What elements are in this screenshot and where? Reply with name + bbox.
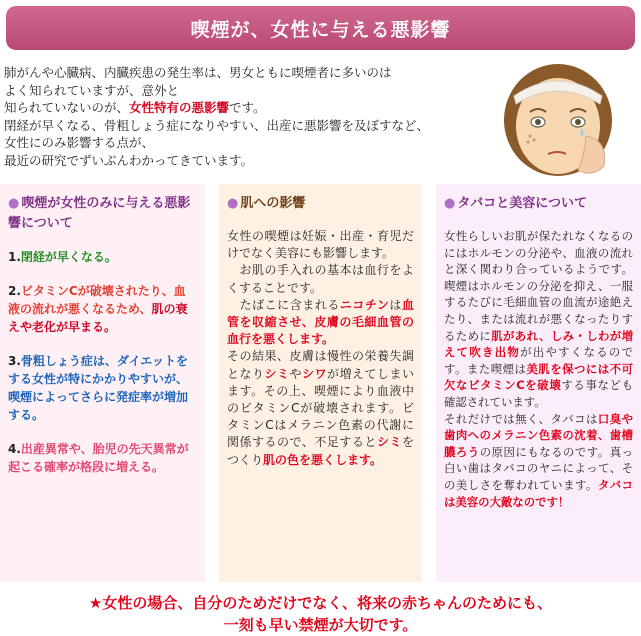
- item-text: ビタミンCが破壊されたり、血液の流れが悪くなるため、: [8, 284, 186, 316]
- highlight-text: 肌の色を悪くします。: [263, 452, 383, 467]
- intro-line: 最近の研究でずいぶんわかってきています。: [4, 152, 254, 168]
- column-skin-effects: [219, 184, 422, 582]
- column-tobacco-beauty: [436, 184, 641, 582]
- paragraph-text: それだけでは無く、タバコは: [444, 411, 598, 426]
- bullet-dot-icon: ●: [227, 196, 239, 211]
- paragraph: [444, 411, 633, 511]
- item-text: 出産異常や、胎児の先天異常が起こる確率が格段に増える。: [8, 442, 189, 474]
- highlight-text: シミ: [376, 435, 402, 450]
- paragraph: [227, 297, 414, 349]
- list-item: [8, 440, 197, 476]
- column-heading-text: 喫煙が女性のみに与える悪影響について: [8, 196, 191, 231]
- intro-line: 肺がんや心臓病、内臓疾患の発生率は、男女ともに喫煙者に多いのは: [4, 65, 392, 80]
- paragraph-text: をつくり: [227, 435, 414, 467]
- footer-line: 一刻も早い禁煙が大切です。: [223, 616, 418, 634]
- paragraph-text: その結果、皮膚は慢性の栄養失調となり: [227, 349, 414, 381]
- footer-line: [0, 592, 641, 614]
- intro-highlight: 女性特有の悪影響: [129, 100, 230, 115]
- intro-line: よく知られていますが、意外と: [4, 82, 180, 98]
- column-body: [444, 228, 633, 510]
- column-heading: [227, 194, 414, 214]
- page-title: 喫煙が、女性に与える悪影響: [190, 18, 451, 41]
- paragraph: 女性の喫煙は妊娠・出産・育児だけでなく美容にも影響します。: [227, 229, 414, 261]
- highlight-text: シワ: [301, 366, 327, 381]
- column-heading: [444, 194, 633, 214]
- title-bar: [6, 6, 635, 50]
- footer-message: [0, 592, 641, 636]
- intro-text: [4, 64, 504, 169]
- list-item: [8, 282, 197, 336]
- paragraph: [227, 262, 414, 296]
- paragraph-text: が出やすくなるのです。また喫煙は: [444, 345, 633, 376]
- item-number: 2.: [8, 284, 21, 298]
- column-body: [227, 228, 414, 469]
- paragraph-text: 女性らしいお肌が保たれなくなるのにはホルモンの分泌や、血液の流れと深く関わり合っているようです。喫煙はホルモンの分泌を抑え、一服するたびに毛細血管の血流が途絶えたり、または流れが悪くなったりするために: [444, 229, 633, 343]
- star-icon: ★: [88, 594, 103, 612]
- worried-woman-face-icon: [500, 62, 620, 180]
- list-item: [8, 352, 197, 424]
- item-text-highlight: 肌の衰えや老化: [8, 302, 188, 334]
- column-heading-text: 肌への影響: [240, 196, 306, 211]
- intro-text-part: 知られていないのが、: [4, 100, 130, 115]
- column-effects-on-women: [0, 184, 205, 582]
- paragraph: [227, 348, 414, 468]
- paragraph-text: は: [389, 297, 402, 312]
- highlight-text: シミ: [264, 366, 290, 381]
- column-heading: [8, 194, 197, 234]
- item-number: 4.: [8, 442, 21, 456]
- item-number: 1.: [8, 250, 21, 264]
- intro-line: 閉経が早くなる、骨粗しょう症になりやすい、出産に悪影響を及ぼすなど、: [4, 117, 430, 133]
- paragraph: [444, 228, 633, 411]
- intro-text-part: です。: [229, 100, 266, 115]
- column-heading-text: タバコと美容について: [457, 196, 587, 211]
- bullet-dot-icon: ●: [444, 196, 456, 211]
- paragraph-text: する事なども確認されています。: [444, 378, 633, 409]
- footer-text: 女性の場合、自分のためだけでなく、将来の赤ちゃんのためにも、: [102, 594, 553, 612]
- highlight-text: 美肌を保つには不可欠なビタミンCを破壊: [444, 361, 633, 393]
- list-item: [8, 248, 197, 266]
- highlight-text: 血管を収縮させ、皮膚の毛細血管の血行を悪くします。: [227, 297, 414, 347]
- paragraph-text: たばこに含まれる: [239, 297, 340, 312]
- highlight-text: 口臭や歯肉へのメラニン色素の沈着、歯槽膿ろう: [444, 411, 633, 459]
- paragraph-text: お肌の手入れの基本は血行をよくすることです。: [227, 263, 414, 295]
- item-text: 骨粗しょう症は、ダイエットをする女性が特にかかりやすいが、喫煙によってさらに発症率が増加する。: [8, 354, 189, 422]
- item-text: が早まる。: [56, 320, 117, 334]
- highlight-text: 肌があれ、しみ・しわが増えて吹き出物: [444, 328, 633, 360]
- item-number: 3.: [8, 354, 21, 368]
- item-text: 閉経が早くなる。: [20, 250, 117, 264]
- paragraph-text: や: [289, 366, 302, 381]
- intro-line: 女性にのみ影響する点が、: [4, 135, 155, 150]
- highlight-text: タバコは美容の大敵なのです！: [444, 477, 633, 509]
- bullet-dot-icon: ●: [8, 196, 20, 211]
- intro-line: [4, 99, 504, 117]
- highlight-text: ニコチン: [339, 297, 390, 312]
- paragraph-text: の原因にもなるのです。真っ白い歯はタバコのヤニによって、その美しさを奪われています。: [444, 444, 633, 492]
- paragraph-text: が増えてしまいます。その上、喫煙により血液中のビタミンCが破壊されます。ビタミンCはメラニン色素の代謝に関係するので、不足すると: [227, 366, 414, 450]
